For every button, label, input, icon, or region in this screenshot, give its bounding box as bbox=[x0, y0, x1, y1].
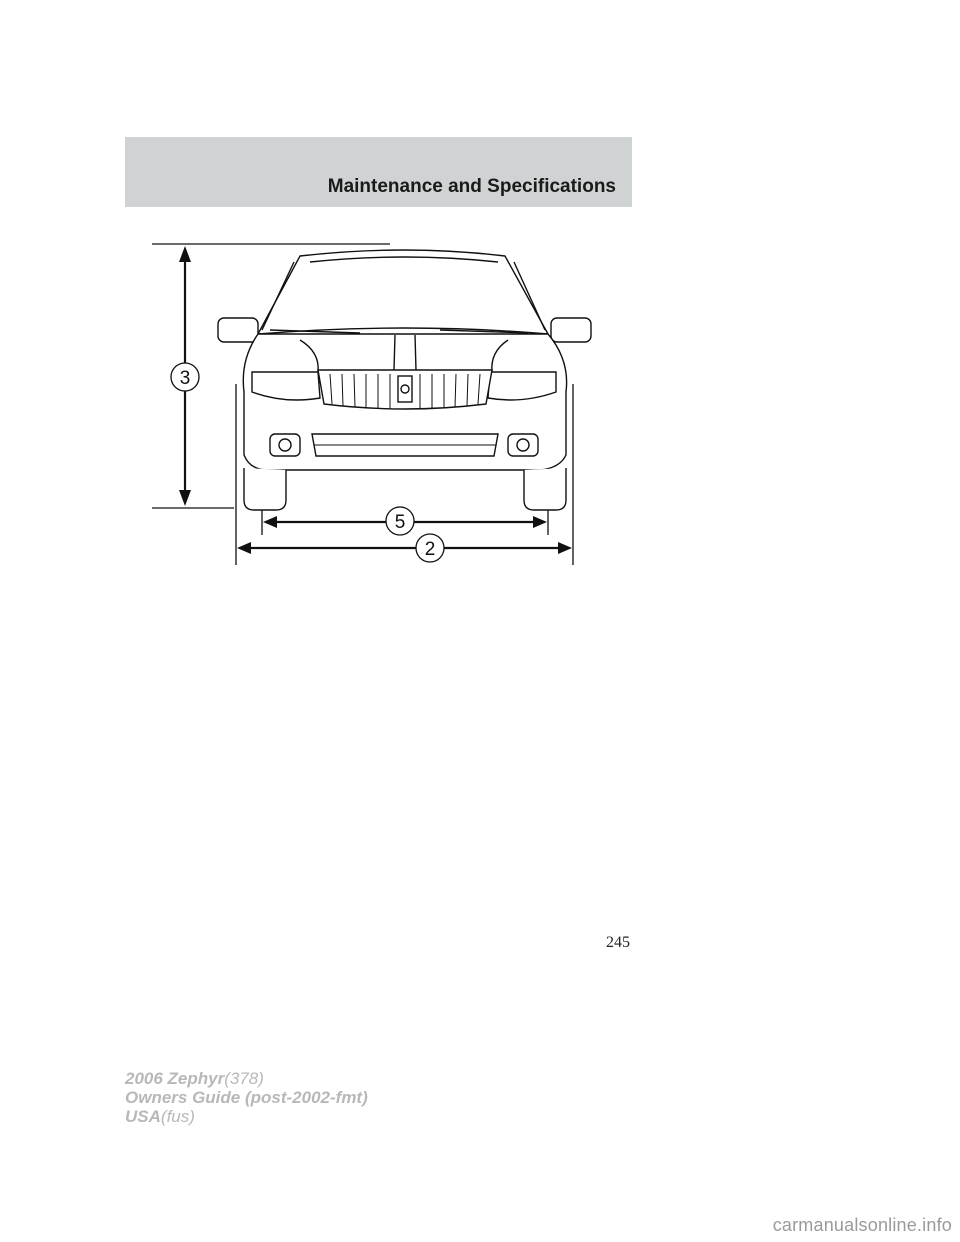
footer-line-3 bbox=[125, 1107, 368, 1126]
footer-guide-type: Owners Guide (post-2002-fmt) bbox=[125, 1088, 368, 1107]
document-footer bbox=[125, 1069, 368, 1126]
callout-3: 3 bbox=[179, 368, 191, 389]
footer-market: USA bbox=[125, 1107, 161, 1126]
track-dimension bbox=[262, 507, 548, 535]
callout-5: 5 bbox=[394, 512, 406, 533]
footer-model-code: (378) bbox=[224, 1069, 264, 1088]
footer-market-code: (fus) bbox=[160, 1107, 195, 1126]
footer-line-1 bbox=[125, 1069, 368, 1088]
footer-model: 2006 Zephyr bbox=[125, 1069, 225, 1088]
watermark-text: carmanualsonline.info bbox=[772, 1215, 952, 1235]
footer-line-2 bbox=[125, 1088, 368, 1107]
vehicle-front-dimensions-diagram bbox=[0, 0, 960, 620]
callout-2: 2 bbox=[424, 539, 436, 560]
page-number: 245 bbox=[606, 934, 630, 951]
section-title: Maintenance and Specifications bbox=[327, 176, 616, 197]
car-front-illustration bbox=[218, 250, 591, 510]
